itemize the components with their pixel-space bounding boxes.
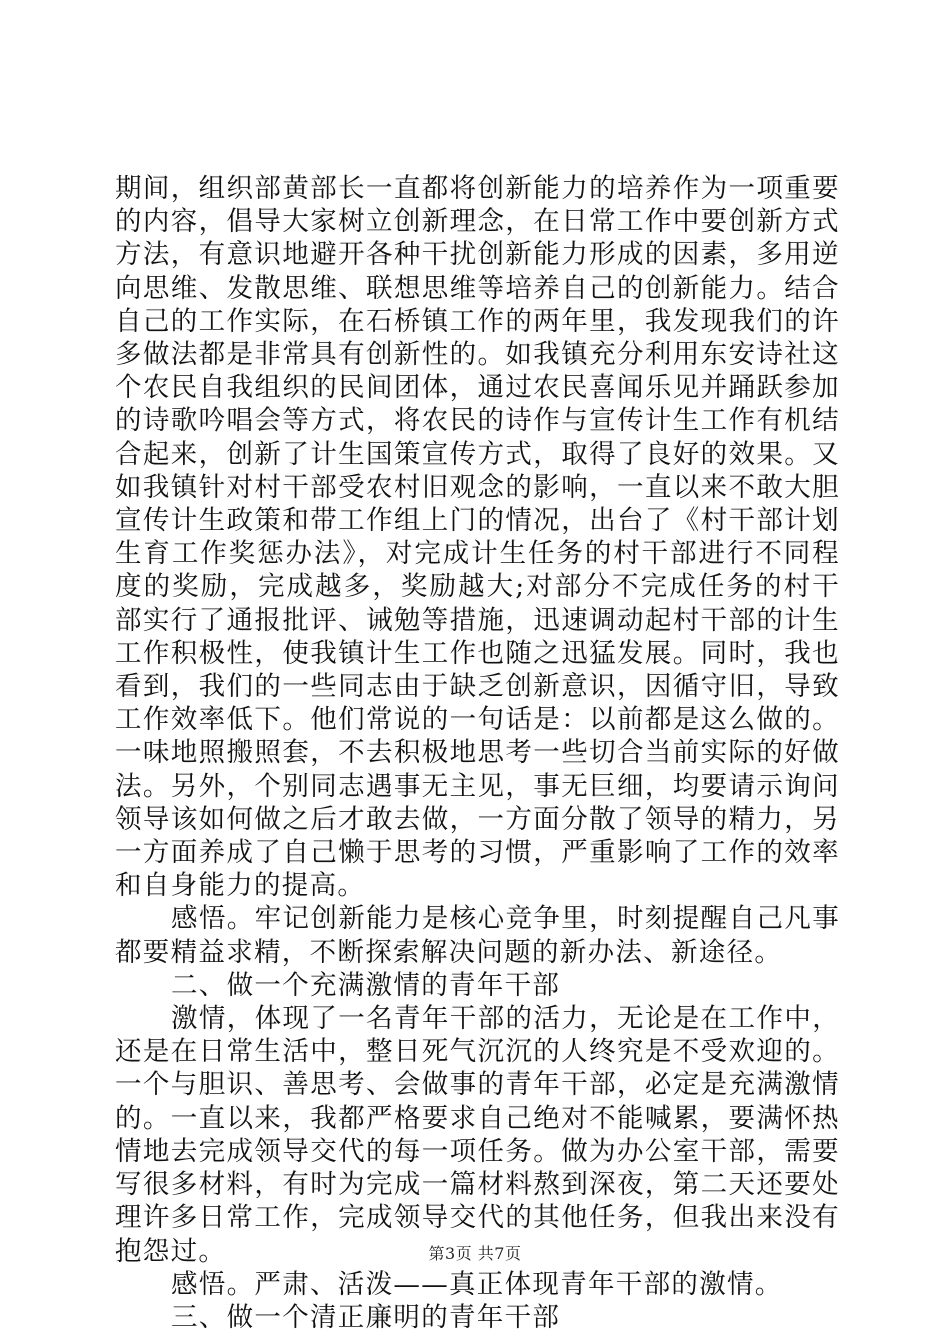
paragraph-passion-insight: 感悟。严肃、活泼——真正体现青年干部的激情。: [171, 1268, 783, 1300]
section-heading-integrity: 三、做一个清正廉明的青年干部: [171, 1301, 561, 1333]
paragraph-passion: 激情，体现了一名青年干部的活力，无论是在工作中，还是在日常生活中，整日死气沉沉的人终究是不受欢迎的。一个与胆识、善思考、会做事的青年干部，必定是充满激情的。一直以来，我都严格要求自己绝对不能喊累，要满怀热情地去完成领导交代的每一项任务。做为办公室干部，需要写很多材料，有时为完成一篇材料熬到深夜，第二天还要处理许多日常工作，完成领导交代的其他任务，但我出来没有抱怨过。: [115, 1003, 840, 1267]
section-heading-passion: 二、做一个充满激情的青年干部: [171, 969, 561, 1001]
document-body: [115, 172, 840, 1334]
paragraph-innovation-insight: 感悟。牢记创新能力是核心竞争里，时刻提醒自己凡事都要精益求精，不断探索解决问题的新办法、新途径。: [115, 903, 840, 968]
paragraph-innovation: 期间，组织部黄部长一直都将创新能力的培养作为一项重要的内容，倡导大家树立创新理念，在日常工作中要创新方式方法，有意识地避开各种干扰创新能力形成的因素，多用逆向思维、发散思维、联想思维等培养自己的创新能力。结合自己的工作实际，在石桥镇工作的两年里，我发现我们的许多做法都是非常具有创新性的。如我镇充分利用东安诗社这个农民自我组织的民间团体，通过农民喜闻乐见并踊跃参加的诗歌吟唱会等方式，将农民的诗作与宣传计生工作有机结合起来，创新了计生国策宣传方式，取得了良好的效果。又如我镇针对村干部受农村旧观念的影响，一直以来不敢大胆宣传计生政策和带工作组上门的情况，出台了《村干部计划生育工作奖惩办法》，对完成计生任务的村干部进行不同程度的奖励，完成越多，奖励越大;对部分不完成任务的村干部实行了通报批评、诫勉等措施，迅速调动起村干部的计生工作积极性，使我镇计生工作也随之迅猛发展。同时，我也看到，我们的一些同志由于缺乏创新意识，因循守旧，导致工作效率低下。他们常说的一句话是：以前都是这么做的。一味地照搬照套，不去积极地思考一些切合当前实际的好做法。另外，个别同志遇事无主见，事无巨细，均要请示询问领导该如何做之后才敢去做，一方面分散了领导的精力，另一方面养成了自己懒于思考的习惯，严重影响了工作的效率和自身能力的提高。: [115, 173, 840, 902]
page-number: 第3页 共7页: [428, 1244, 522, 1263]
